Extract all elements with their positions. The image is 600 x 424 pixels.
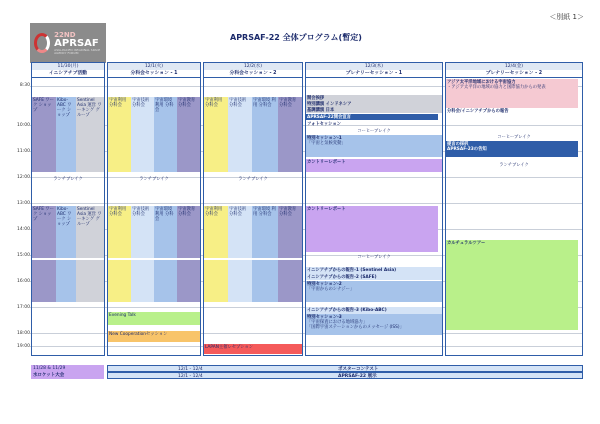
cooperation-subtitle: ・アジア太平洋の地域の協力と国際協力からの発表 [447,85,546,90]
aprsaf-logo [30,23,106,63]
sentinel-asia-wg-am: Sentinel Asia 運営 ワーキング グループ [76,97,104,137]
time-label: 16:00 [17,279,30,284]
water-rocket-event: 水ロケット大会 [31,372,104,379]
subcommittee-utilization-pm2 [204,260,228,302]
subcommittee-education-pm: 宇宙教育 分科会 [278,206,302,258]
subcommittee-utilization-pm2 [108,260,131,302]
subcommittee-technology-pm: 宇宙技術 分科会 [131,206,154,258]
lunch-break-label: ランチブレイク [53,177,83,182]
day-session: プレナリーセッション - 1 [306,70,442,78]
day-date: 12/3(木) [306,63,442,70]
water-rocket-dates: 11/28 & 11/29 [31,365,104,372]
subcommittee-environment: 宇宙環境 利用 分科会 [252,97,278,137]
subcommittee-technology-pm: 宇宙技術 分科会 [228,206,252,258]
subcommittee-utilization-2 [108,137,131,172]
cooperation-title: アジア太平洋地域における宇宙協力 [447,80,516,85]
day-date: 12/4(金) [446,63,582,70]
special-session-2 [306,281,442,302]
day-session: 分科会セッション - 2 [204,70,302,78]
page-title: APRSAF-22 全体プログラム(暫定) [230,33,362,42]
time-label: 11:00 [17,149,30,154]
subcommittee-education: 宇宙教育 分科会 [278,97,302,137]
time-label: 17:00 [17,305,30,310]
subcommittee-utilization: 宇宙利用 分科会 [108,97,131,137]
time-label: 10:00 [17,123,30,128]
subcommittee-technology: 宇宙技術 分科会 [228,97,252,137]
asia-pacific-cooperation [446,79,578,108]
subcommittee-environment-2 [154,137,177,172]
subcommittee-education-2 [177,137,200,172]
cultural-tour: カルチュラルツアー [446,240,578,330]
subcommittee-education-pm2 [278,260,302,302]
coffee-break-label: コーヒーブレイク [357,129,391,134]
time-label: 12:00 [17,175,30,180]
subcommittee-education: 宇宙教育 分科会 [177,97,200,137]
exhibition-bar [107,372,583,379]
time-label: 14:00 [17,227,30,232]
safe-workshop-pm: SAFE ワーク ショップ [32,206,56,258]
photo-session: フォトセッション [307,122,341,127]
time-label: 18:00 [17,331,30,336]
lunch-break-label: ランチブレイク [499,163,529,168]
next-aprsaf-announcement: APRSAF-23の告知 [447,147,487,152]
poster-contest-label: ポスターコンテスト [338,367,379,372]
country-report-am: カントリーレポート [306,159,442,172]
evening-talk: Evening Talk [108,312,200,325]
special-session-2-title: 特別セッション-2 [307,282,342,287]
poster-contest-bar [107,365,583,372]
special-session-1-title: 特別セッション-1 [307,136,342,141]
page-label: ＜別紙 1＞ [549,13,584,21]
sentinel-asia-wg-pm2 [76,260,104,302]
lapan-reception: LAPAN主催レセプション [204,344,302,354]
subcommittee-environment-pm2 [252,260,278,302]
subcommittee-environment: 宇宙環境 利用 分科会 [154,97,177,137]
subcommittee-environment-pm: 宇宙環境 利用 分科会 [252,206,278,258]
logo-emblem-icon [34,33,50,53]
subcommittee-technology: 宇宙技術 分科会 [131,97,154,137]
subcommittee-environment-2 [252,137,278,172]
subcommittee-education-2 [278,137,302,172]
subcommittee-technology-pm2 [228,260,252,302]
special-session-1-subtitle: 「宇宙と気候変動」 [307,141,346,146]
safe-workshop-pm2 [32,260,56,302]
special-lecture: 特別講演 インドネシア [306,101,442,107]
subcommittee-utilization-2 [204,137,228,172]
keynote: 基調講演 日本 [306,107,442,113]
opening-remarks: 開会挨拶 [306,95,442,101]
special-session-1 [306,135,442,157]
subcommittee-education-pm: 宇宙教育 分科会 [177,206,200,258]
special-session-3 [306,314,442,335]
special-session-2-subtitle: 「宇宙からのシナジー」 [307,287,355,292]
initiative-report-1: イニシアチブからの報告-1 (Sentinel Asia) [306,267,442,274]
time-label: 8:30 [19,83,30,88]
lunch-break-label: ランチブレイク [238,177,268,182]
day-session: イニシアチブ活動 [32,70,104,78]
subcommittee-education-pm2 [177,260,200,302]
subcommittee-technology-pm2 [131,260,154,302]
exhibition-label: APRSAF-22 展示 [338,374,377,379]
initiative-report-3: イニシアチブからの報告-3 (Kibo-ABC) [306,307,442,314]
kibo-abc-workshop-pm: Kibo- ABC ワーク ショップ [56,206,76,258]
special-session-3-sub1: 「宇宙探査における地域協力」 [307,320,368,325]
subcommittee-technology-2 [131,137,154,172]
time-label: 19:00 [17,344,30,349]
coffee-break-label: コーヒーブレイク [357,255,391,260]
special-session-3-sub2: 「国際宇宙ステーションからのメッセージ (ISS)」 [307,325,404,330]
subcommittee-environment-pm2 [154,260,177,302]
day-session: プレナリーセッション - 2 [446,70,582,78]
day-date: 12/1(火) [108,63,200,70]
time-label: 15:00 [17,253,30,258]
kibo-abc-workshop-am: Kibo- ABC ワーク ショップ [56,97,76,137]
country-report-pm: カントリーレポート [306,206,438,252]
subcommittee-technology-2 [228,137,252,172]
subcommittee-utilization-pm: 宇宙利用 分科会 [204,206,228,258]
recommendation-adoption [446,141,578,157]
kibo-abc-workshop-pm2 [56,260,76,302]
logo-subtitle: ASIA-PACIFIC REGIONAL SPACE AGENCY FORUM [54,47,101,55]
day-date: 11/30(月) [32,63,104,70]
exhibition-dates: 12/1 - 12/4 [178,374,203,379]
subcommittee-environment-pm: 宇宙環境 利用 分科会 [154,206,177,258]
safe-workshop-am2 [32,137,56,172]
subcommittee-utilization-pm: 宇宙利用 分科会 [108,206,131,258]
special-session-3-title: 特別セッション-3 [307,315,342,320]
new-cooperation-session: New Cooperationセッション [108,331,200,342]
subcommittee-reports: 分科会/イニシアチブからの報告 [447,109,509,114]
time-label: 13:00 [17,201,30,206]
coffee-break-label: コーヒーブレイク [497,135,531,140]
kibo-abc-workshop-am2 [56,137,76,172]
recommendation-title: 提言の採択 [447,142,469,147]
plenary-start: APRSAF-22開会宣言 [306,114,438,120]
logo-number: 22ND [54,30,76,39]
initiative-report-2: イニシアチブからの報告-2 (SAFE) [306,274,442,280]
sentinel-asia-wg-pm: Sentinel Asia 運営 ワーキング グループ [76,206,104,258]
day-date: 12/2(水) [204,63,302,70]
safe-workshop-am: SAFE ワーク ショップ [32,97,56,137]
day-session: 分科会セッション - 1 [108,70,200,78]
sentinel-asia-wg-am2 [76,137,104,172]
subcommittee-utilization: 宇宙利用 分科会 [204,97,228,137]
logo-acronym: APRSAF [54,37,99,49]
lunch-break-label: ランチブレイク [139,177,169,182]
poster-contest-dates: 12/1 - 12/4 [178,367,203,372]
